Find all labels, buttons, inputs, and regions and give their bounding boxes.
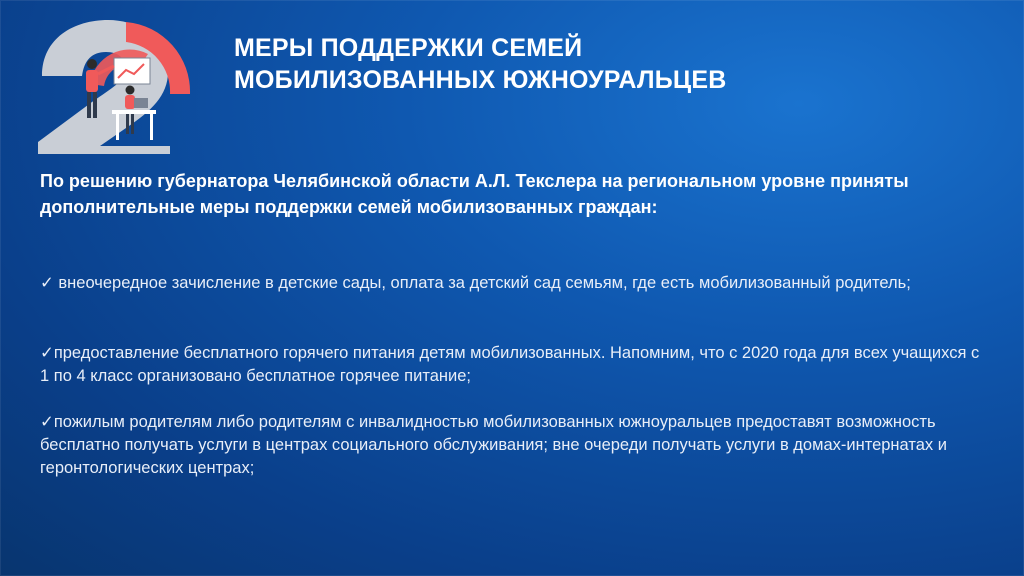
title-line-1: МЕРЫ ПОДДЕРЖКИ СЕМЕЙ [234,34,583,62]
page-title [234,32,934,96]
measure-item-social-services: ✓пожилым родителям либо родителям с инвалидностью мобилизованных южноуральцев предоставят возможность бесплатно получать услуги в центрах социального обслуживания; вне очереди получать услуги в домах-интернатах и геронтологических центрах; [40,413,947,477]
title-line-2: МОБИЛИЗОВАННЫХ ЮЖНОУРАЛЬЦЕВ [234,66,727,94]
measure-item-free-meals: ✓предоставление бесплатного горячего питания детям мобилизованных. Напомним, что с 2020 года для всех учащихся с 1 по 4 класс организовано бесплатное горячее питание; [40,344,980,385]
measure-item-kindergarten: ✓ внеочередное зачисление в детские сады, оплата за детский сад семьям, где есть мобилизованный родитель; [40,274,911,292]
number-two-people-illustration-icon [30,14,200,154]
intro-paragraph: По решению губернатора Челябинской области А.Л. Текслера на региональном уровне приняты дополнительные меры поддержки семей мобилизованных граждан: [40,171,909,217]
